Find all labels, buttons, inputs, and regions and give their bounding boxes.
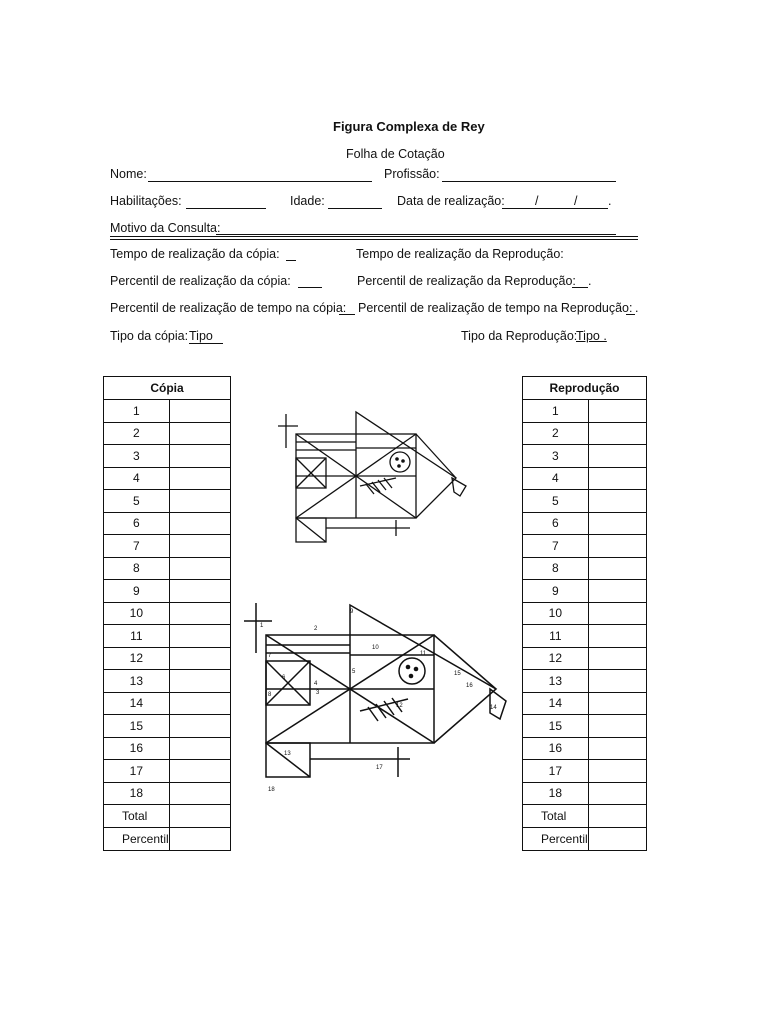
- figure-label-15: 15: [454, 671, 461, 677]
- header-divider: [110, 236, 638, 240]
- motivo-label: Motivo da Consulta:: [110, 221, 221, 235]
- table-row: [523, 670, 647, 693]
- figure-label-5: 5: [352, 669, 356, 675]
- reproducao-row-score[interactable]: [588, 580, 646, 603]
- table-row: [523, 512, 647, 535]
- percentil-tempo-reproducao-field[interactable]: [626, 314, 635, 315]
- nome-field[interactable]: [148, 181, 372, 182]
- table-row: [523, 580, 647, 603]
- copia-row-number: 1: [104, 400, 170, 423]
- table-row: [104, 535, 231, 558]
- reproducao-row-score[interactable]: [588, 647, 646, 670]
- reproducao-row-number: 4: [523, 467, 589, 490]
- tempo-copia-label: Tempo de realização da cópia:: [110, 247, 280, 261]
- copia-row-number: 11: [104, 625, 170, 648]
- reproducao-row-number: 3: [523, 445, 589, 468]
- table-row: [523, 760, 647, 783]
- copia-row-score[interactable]: [169, 580, 230, 603]
- copia-row-score[interactable]: [169, 625, 230, 648]
- reproducao-row-number: 18: [523, 782, 589, 805]
- copia-row-score[interactable]: [169, 692, 230, 715]
- percentil-copia-field[interactable]: [298, 287, 322, 288]
- table-row: [104, 512, 231, 535]
- reproducao-row-score[interactable]: [588, 760, 646, 783]
- table-row: [104, 782, 231, 805]
- reproducao-total-value[interactable]: [588, 805, 646, 828]
- copia-row-number: 3: [104, 445, 170, 468]
- table-row: [104, 467, 231, 490]
- reproducao-percentil-value[interactable]: [588, 828, 646, 851]
- copia-row-score[interactable]: [169, 467, 230, 490]
- percentil-copia-label: Percentil de realização da cópia:: [110, 274, 291, 288]
- data-end: .: [608, 194, 612, 208]
- table-row: [523, 400, 647, 423]
- reproducao-table: [522, 376, 647, 851]
- reproducao-row-number: 6: [523, 512, 589, 535]
- copia-row-number: 5: [104, 490, 170, 513]
- table-row: [104, 670, 231, 693]
- copia-total-value[interactable]: [169, 805, 230, 828]
- figure-label-16: 16: [466, 683, 473, 689]
- figure-label-2: 2: [314, 626, 318, 632]
- page-subtitle: Folha de Cotação: [346, 147, 445, 161]
- data-field[interactable]: [502, 208, 608, 209]
- copia-table-body: [104, 400, 231, 805]
- copia-row-number: 12: [104, 647, 170, 670]
- table-row: [523, 490, 647, 513]
- tipo-copia-label: Tipo da cópia:: [110, 329, 189, 343]
- motivo-field[interactable]: [216, 234, 616, 235]
- reproducao-row-number: 9: [523, 580, 589, 603]
- copia-row-score[interactable]: [169, 422, 230, 445]
- reproducao-row-number: 17: [523, 760, 589, 783]
- page-title: Figura Complexa de Rey: [333, 119, 485, 134]
- rey-figure-labeled: [240, 595, 520, 805]
- reproducao-row-score[interactable]: [588, 557, 646, 580]
- tempo-reproducao-label: Tempo de realização da Reprodução:: [356, 247, 564, 261]
- figure-label-4: 4: [314, 681, 318, 687]
- copia-row-number: 15: [104, 715, 170, 738]
- copia-row-number: 10: [104, 602, 170, 625]
- copia-row-number: 4: [104, 467, 170, 490]
- reproducao-row-number: 7: [523, 535, 589, 558]
- copia-row-score[interactable]: [169, 602, 230, 625]
- copia-row-number: 8: [104, 557, 170, 580]
- table-row: [104, 400, 231, 423]
- copia-percentil-value[interactable]: [169, 828, 230, 851]
- rey-figure-small: [270, 400, 470, 550]
- reproducao-percentil-label: Percentil: [523, 828, 589, 851]
- data-separator-2: /: [574, 194, 578, 208]
- copia-row-score[interactable]: [169, 557, 230, 580]
- table-row: [523, 625, 647, 648]
- copia-row-score[interactable]: [169, 490, 230, 513]
- figure-label-1: 1: [260, 623, 264, 629]
- reproducao-row-number: 13: [523, 670, 589, 693]
- table-row: [104, 692, 231, 715]
- table-row: [523, 445, 647, 468]
- data-label: Data de realização:: [397, 194, 505, 208]
- tipo-reproducao-label: Tipo da Reprodução:: [461, 329, 578, 343]
- copia-row-number: 9: [104, 580, 170, 603]
- table-row: [104, 445, 231, 468]
- table-row: [523, 467, 647, 490]
- reproducao-row-score[interactable]: [588, 782, 646, 805]
- copia-row-score[interactable]: [169, 760, 230, 783]
- table-row: [523, 692, 647, 715]
- nome-label: Nome:: [110, 167, 147, 181]
- copia-row-number: 18: [104, 782, 170, 805]
- table-row: [104, 580, 231, 603]
- copia-row-score[interactable]: [169, 782, 230, 805]
- figure-label-17: 17: [376, 765, 383, 771]
- reproducao-row-score[interactable]: [588, 625, 646, 648]
- percentil-tempo-copia-label: Percentil de realização de tempo na cópia:: [110, 301, 347, 315]
- percentil-reproducao-end: .: [588, 274, 592, 288]
- table-row: [523, 737, 647, 760]
- copia-row-score[interactable]: [169, 715, 230, 738]
- table-row: [104, 490, 231, 513]
- copia-row-number: 7: [104, 535, 170, 558]
- copia-row-number: 17: [104, 760, 170, 783]
- table-row: [523, 535, 647, 558]
- table-row: [104, 422, 231, 445]
- copia-total-label: Total: [104, 805, 170, 828]
- reproducao-row-number: 8: [523, 557, 589, 580]
- table-row: [523, 715, 647, 738]
- percentil-tempo-reproducao-label: Percentil de realização de tempo na Reprodução:: [358, 301, 633, 315]
- reproducao-row-score[interactable]: [588, 422, 646, 445]
- table-row: [523, 602, 647, 625]
- copia-row-number: 13: [104, 670, 170, 693]
- reproducao-table-body: [523, 400, 647, 805]
- copia-row-score[interactable]: [169, 670, 230, 693]
- figure-label-7: 7: [268, 653, 272, 659]
- tipo-copia-value[interactable]: Tipo: [189, 330, 223, 344]
- figure-label-8: 8: [268, 692, 272, 698]
- copia-row-number: 14: [104, 692, 170, 715]
- reproducao-row-score[interactable]: [588, 490, 646, 513]
- idade-field[interactable]: [328, 208, 382, 209]
- reproducao-row-score[interactable]: [588, 445, 646, 468]
- table-row: [104, 602, 231, 625]
- figure-label-12: 12: [396, 703, 403, 709]
- reproducao-row-score[interactable]: [588, 535, 646, 558]
- percentil-tempo-reproducao-end: .: [635, 301, 639, 315]
- reproducao-row-score[interactable]: [588, 602, 646, 625]
- copia-row-score[interactable]: [169, 445, 230, 468]
- reproducao-total-label: Total: [523, 805, 589, 828]
- reproducao-table-header: Reprodução: [523, 377, 647, 400]
- profissao-label: Profissão:: [384, 167, 440, 181]
- table-row: [523, 557, 647, 580]
- reproducao-row-number: 12: [523, 647, 589, 670]
- figure-label-13: 13: [284, 751, 291, 757]
- table-row: [104, 760, 231, 783]
- copia-row-score[interactable]: [169, 400, 230, 423]
- figure-label-6: 6: [282, 675, 286, 681]
- reproducao-row-score[interactable]: [588, 715, 646, 738]
- reproducao-row-number: 1: [523, 400, 589, 423]
- reproducao-row-score[interactable]: [588, 692, 646, 715]
- data-separator-1: /: [535, 194, 539, 208]
- copia-row-score[interactable]: [169, 512, 230, 535]
- tipo-reproducao-value[interactable]: Tipo .: [576, 329, 607, 343]
- copia-row-number: 16: [104, 737, 170, 760]
- profissao-field[interactable]: [442, 181, 616, 182]
- figure-label-11: 11: [420, 651, 427, 657]
- tempo-copia-field[interactable]: [286, 260, 296, 261]
- reproducao-row-number: 5: [523, 490, 589, 513]
- reproducao-row-score[interactable]: [588, 512, 646, 535]
- copia-row-score[interactable]: [169, 535, 230, 558]
- figure-label-18: 18: [268, 787, 275, 793]
- reproducao-row-score[interactable]: [588, 400, 646, 423]
- reproducao-row-number: 11: [523, 625, 589, 648]
- habilitacoes-label: Habilitações:: [110, 194, 182, 208]
- table-row: [104, 715, 231, 738]
- reproducao-row-score[interactable]: [588, 737, 646, 760]
- habilitacoes-field[interactable]: [186, 208, 266, 209]
- table-row: [523, 422, 647, 445]
- copia-row-score[interactable]: [169, 737, 230, 760]
- idade-label: Idade:: [290, 194, 325, 208]
- figure-label-9: 9: [350, 609, 354, 615]
- copia-row-number: 6: [104, 512, 170, 535]
- percentil-tempo-copia-field[interactable]: [339, 314, 355, 315]
- figure-label-10: 10: [372, 645, 379, 651]
- reproducao-row-number: 2: [523, 422, 589, 445]
- reproducao-row-number: 10: [523, 602, 589, 625]
- reproducao-row-score[interactable]: [588, 670, 646, 693]
- table-row: [523, 647, 647, 670]
- reproducao-row-score[interactable]: [588, 467, 646, 490]
- figure-label-14: 14: [490, 705, 497, 711]
- copia-table-header: Cópia: [104, 377, 231, 400]
- reproducao-row-number: 15: [523, 715, 589, 738]
- copia-table: [103, 376, 231, 851]
- reproducao-row-number: 16: [523, 737, 589, 760]
- copia-row-score[interactable]: [169, 647, 230, 670]
- percentil-reproducao-field[interactable]: [572, 287, 588, 288]
- table-row: [104, 737, 231, 760]
- table-row: [523, 782, 647, 805]
- percentil-reproducao-label: Percentil de realização da Reprodução:: [357, 274, 576, 288]
- figure-label-3: 3: [316, 690, 320, 696]
- reproducao-row-number: 14: [523, 692, 589, 715]
- copia-row-number: 2: [104, 422, 170, 445]
- table-row: [104, 557, 231, 580]
- table-row: [104, 647, 231, 670]
- copia-percentil-label: Percentil: [104, 828, 170, 851]
- table-row: [104, 625, 231, 648]
